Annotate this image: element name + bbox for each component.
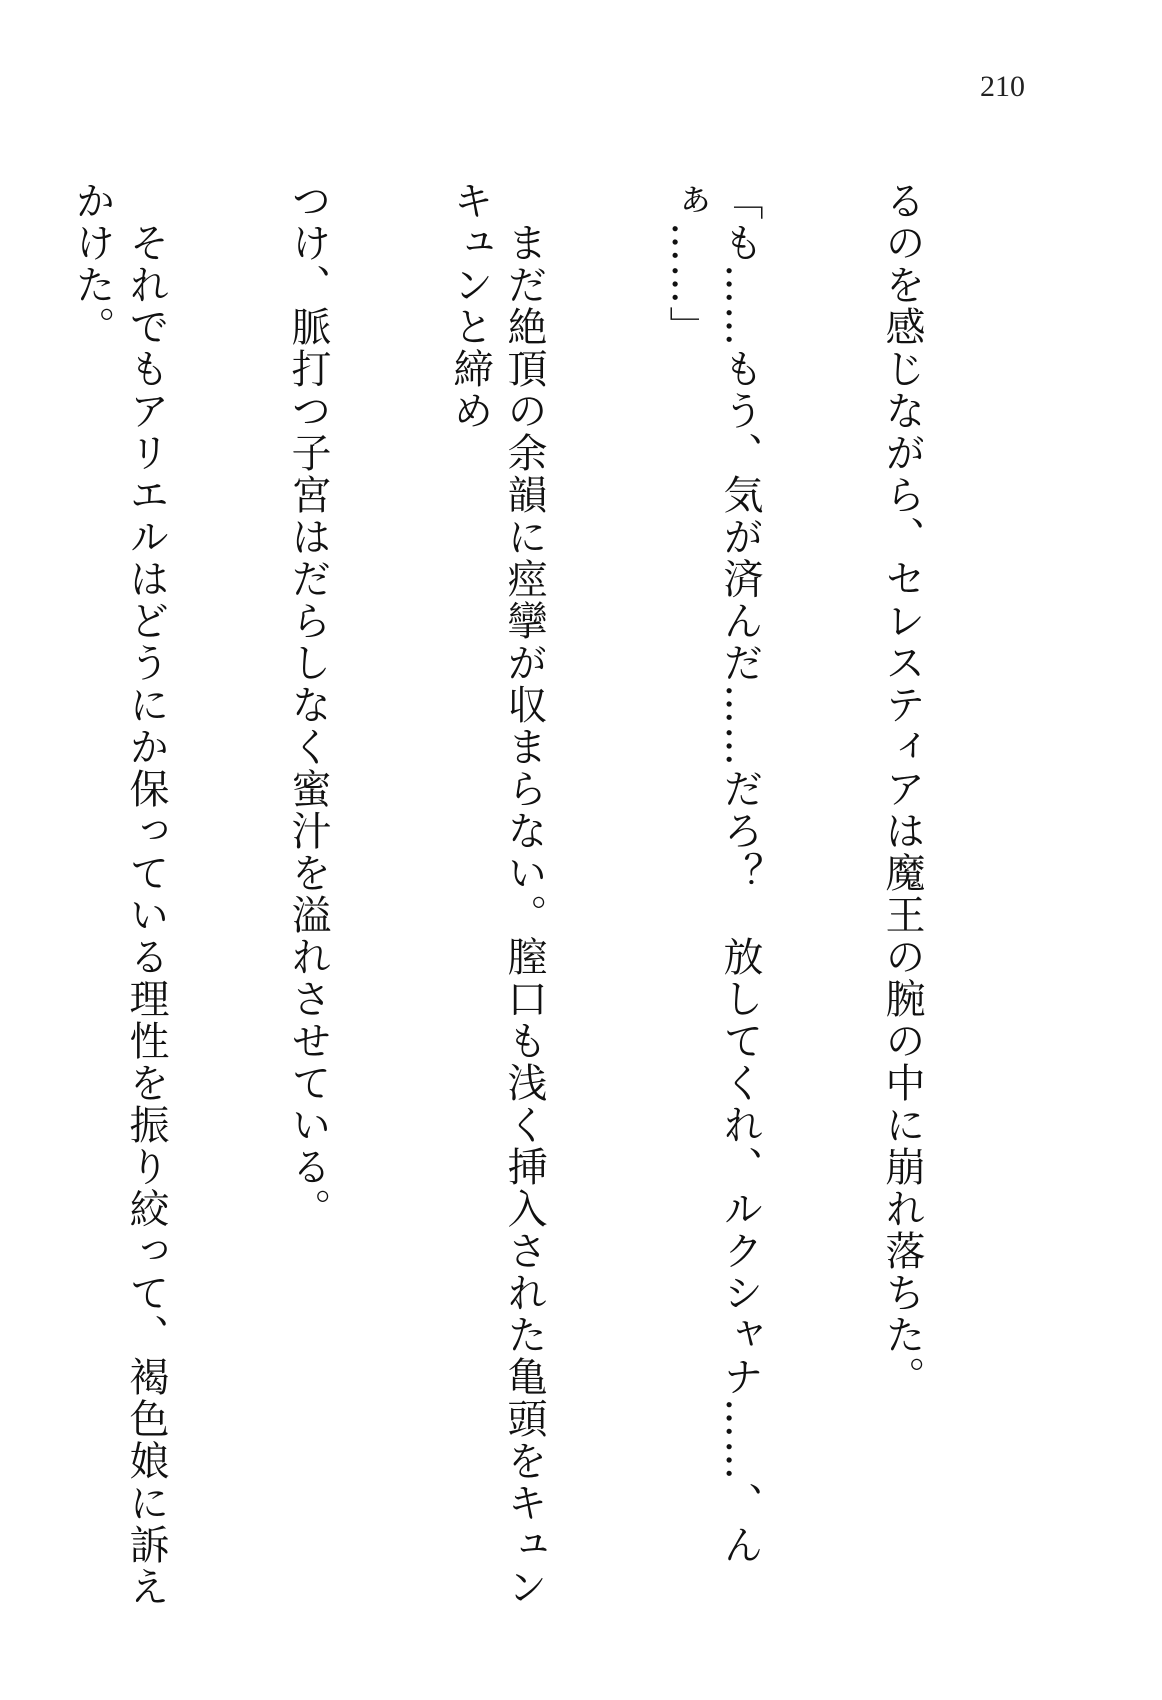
text-line: まだ絶頂の余韻に痙攣が収まらない。膣口も浅く挿入された亀頭をキュンキュンと締め — [447, 180, 547, 1608]
text-line: 「も……もう、気が済んだ……だろ？ 放してくれ、ルクシャナ……、んぁ……」 — [663, 180, 763, 1566]
text-line: るのを感じながら、セレスティアは魔王の腕の中に崩れ落ちた。 — [879, 180, 925, 1398]
text-line: つけ、脈打つ子宮はだらしなく蜜汁を溢れさせている。 — [285, 180, 331, 1230]
body-text — [0, 180, 1037, 1640]
page-number: 210 — [980, 70, 1025, 103]
text-line: それでもアリエルはどうにか保っている理性を振り絞って、褐色娘に訴えかけた。 — [69, 180, 169, 1608]
